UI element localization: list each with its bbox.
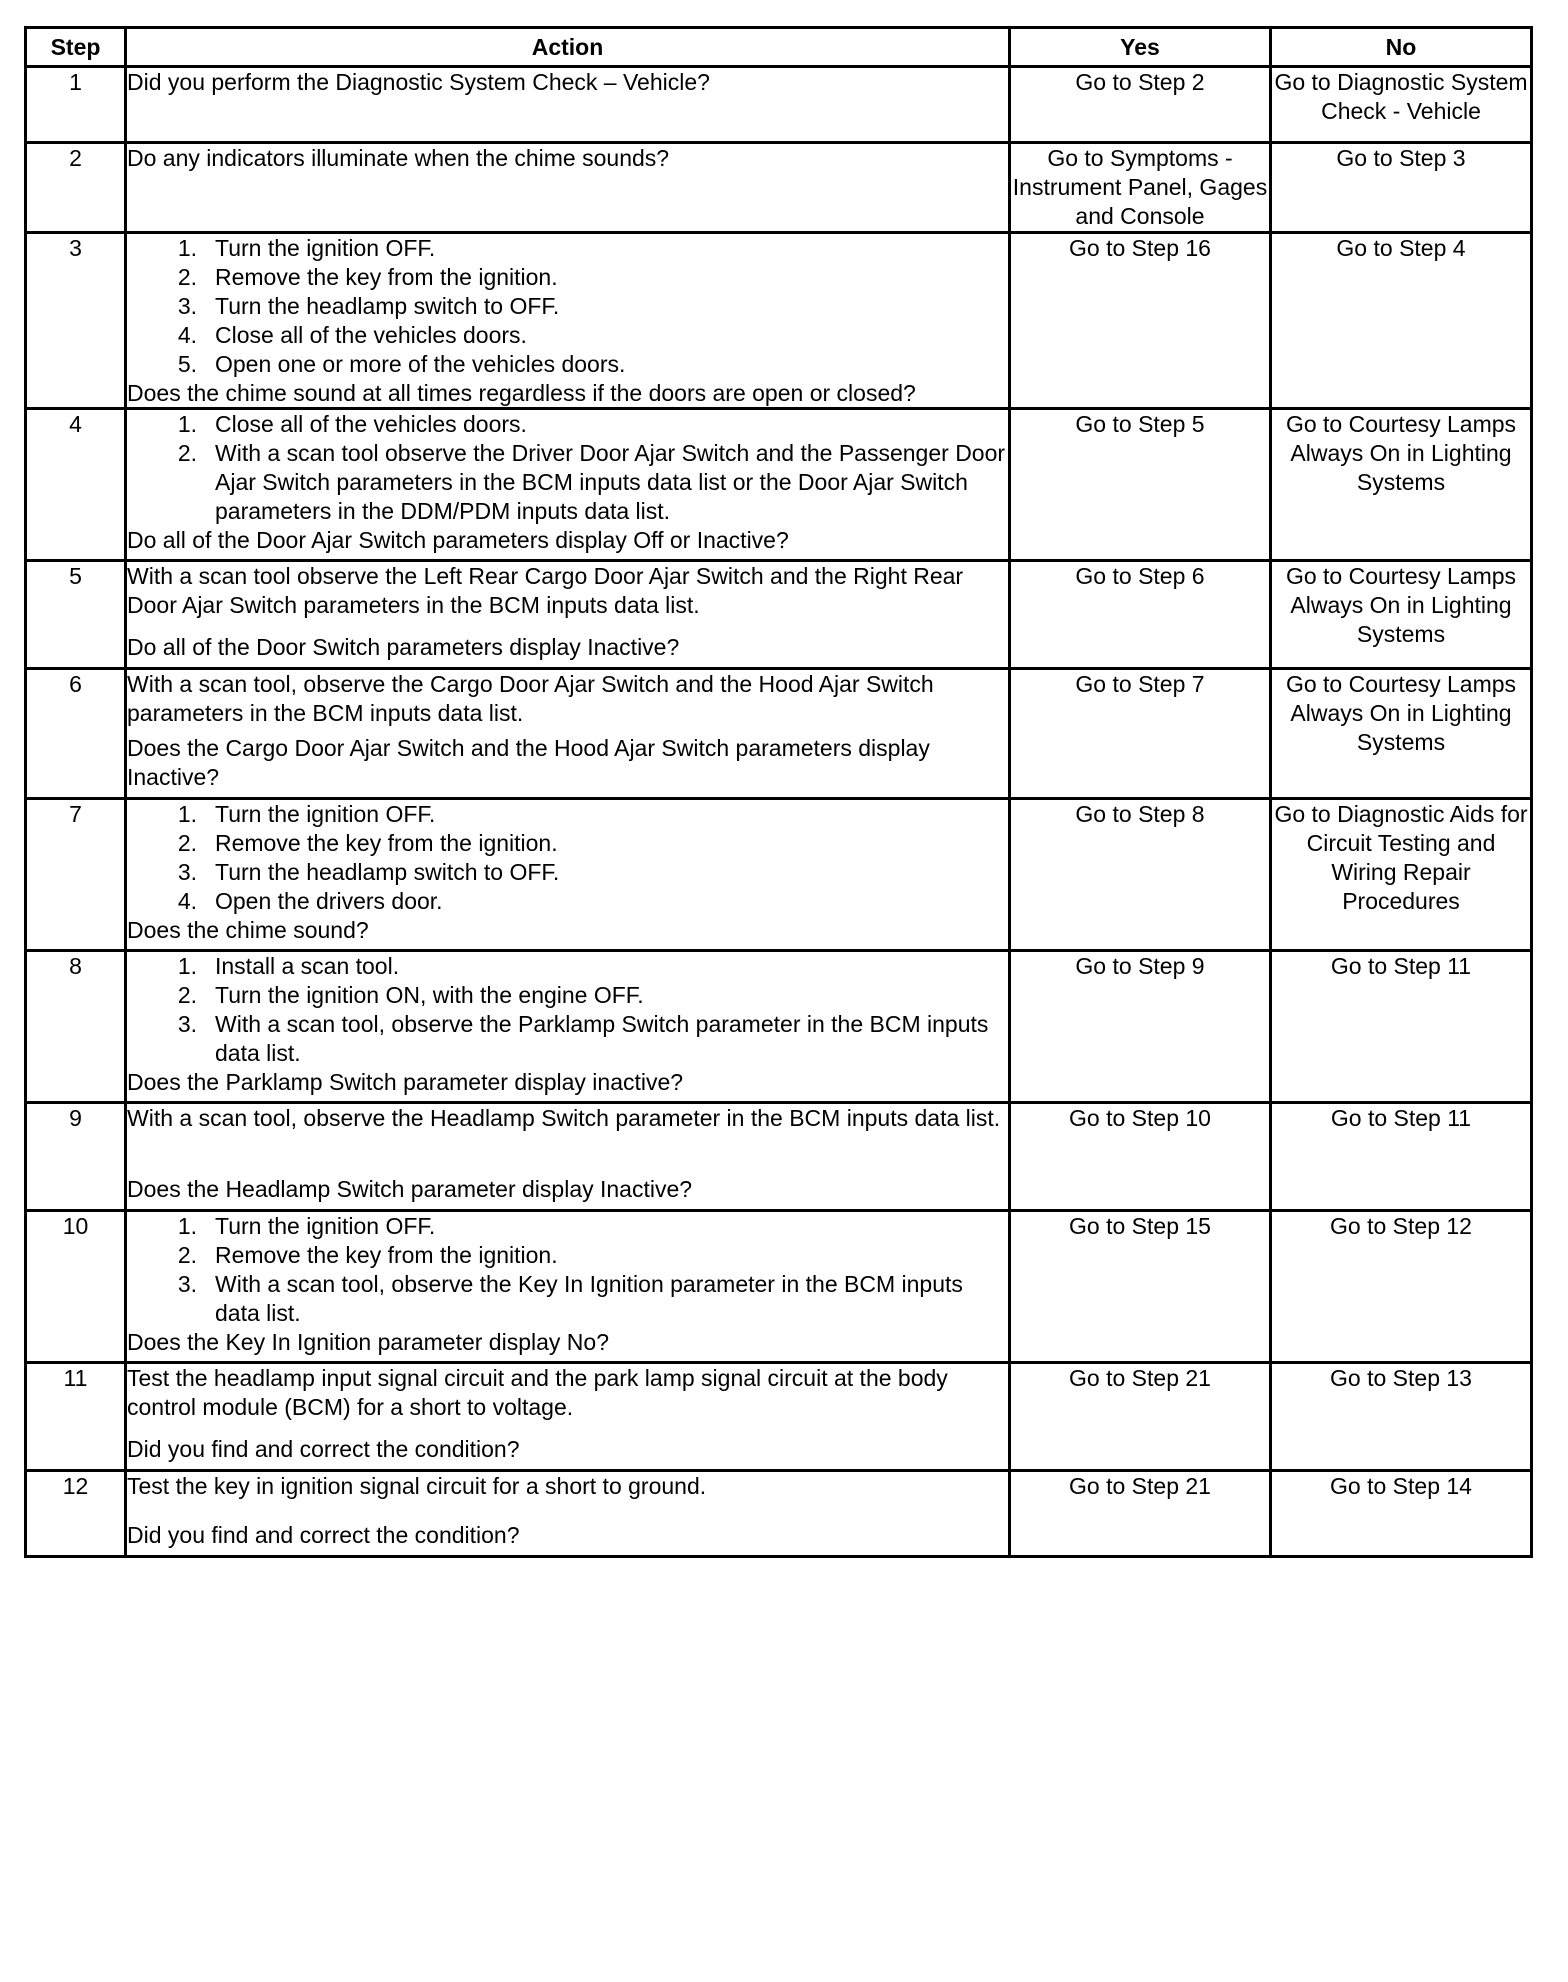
action-step-number: 1. [177,411,197,437]
table-row [26,409,1532,561]
table-row [26,233,1532,409]
table-row [26,799,1532,951]
step-number: 7 [26,799,126,951]
action-step-item [127,981,1008,1010]
action-cell [126,67,1010,143]
action-cell [126,1103,1010,1211]
action-step-number: 4. [177,888,197,914]
action-step-number: 3. [177,1011,197,1037]
action-instruction: With a scan tool, observe the Headlamp Switch parameter in the BCM inputs data list. [127,1105,1001,1131]
action-step-text: With a scan tool observe the Driver Door Ajar Switch and the Passenger Door Ajar Switch parameters in the BCM inputs data list or the Door Ajar Switch parameters in the DDM/PDM inputs data list. [215,440,1006,524]
action-step-text: Close all of the vehicles doors. [215,411,527,437]
action-instruction: Test the headlamp input signal circuit and the park lamp signal circuit at the body control module (BCM) for a short to voltage. [127,1365,948,1420]
step-number: 8 [26,951,126,1103]
action-step-text: Turn the ignition OFF. [215,235,436,261]
action-step-text: Close all of the vehicles doors. [215,322,527,348]
header-no: No [1271,28,1532,67]
action-step-text: With a scan tool, observe the Key In Ignition parameter in the BCM inputs data list. [215,1271,963,1326]
step-number: 1 [26,67,126,143]
table-row [26,143,1532,233]
action-step-item [127,1010,1008,1068]
table-row [26,1363,1532,1471]
no-result: Go to Courtesy Lamps Always On in Lighting Systems [1271,409,1532,561]
action-cell [126,143,1010,233]
no-result: Go to Step 11 [1271,951,1532,1103]
yes-result: Go to Step 5 [1010,409,1271,561]
action-cell [126,951,1010,1103]
yes-result: Go to Step 16 [1010,233,1271,409]
action-instruction: Did you perform the Diagnostic System Check – Vehicle? [127,69,710,95]
action-step-text: Turn the headlamp switch to OFF. [215,859,560,885]
action-cell [126,1363,1010,1471]
no-result: Go to Diagnostic Aids for Circuit Testing and Wiring Repair Procedures [1271,799,1532,951]
action-step-item [127,321,1008,350]
action-step-text: Remove the key from the ignition. [215,1242,558,1268]
action-instruction: With a scan tool, observe the Cargo Door Ajar Switch and the Hood Ajar Switch parameters in the BCM inputs data list. [127,671,934,726]
no-result: Go to Step 12 [1271,1211,1532,1363]
action-question: Does the Cargo Door Ajar Switch and the Hood Ajar Switch parameters display Inactive? [127,735,930,790]
action-step-item [127,1241,1008,1270]
action-step-text: Remove the key from the ignition. [215,830,558,856]
action-step-text: Turn the ignition ON, with the engine OFF. [215,982,644,1008]
action-question: Does the Headlamp Switch parameter display Inactive? [127,1176,693,1202]
table-row [26,67,1532,143]
step-number: 2 [26,143,126,233]
action-cell [126,1471,1010,1557]
action-cell [126,233,1010,409]
action-step-number: 2. [177,264,197,290]
action-step-number: 3. [177,1271,197,1297]
action-question: Does the chime sound at all times regardless if the doors are open or closed? [127,380,916,406]
action-step-text: Turn the ignition OFF. [215,801,436,827]
action-step-text: Remove the key from the ignition. [215,264,558,290]
no-result: Go to Step 14 [1271,1471,1532,1557]
action-question: Did you find and correct the condition? [127,1522,520,1548]
table-header-row [26,28,1532,67]
no-result: Go to Step 13 [1271,1363,1532,1471]
no-result: Go to Step 4 [1271,233,1532,409]
action-step-item [127,858,1008,887]
table-row [26,561,1532,669]
yes-result: Go to Step 9 [1010,951,1271,1103]
yes-result: Go to Step 7 [1010,669,1271,799]
yes-result: Go to Step 15 [1010,1211,1271,1363]
table-row [26,1211,1532,1363]
yes-result: Go to Step 6 [1010,561,1271,669]
step-number: 4 [26,409,126,561]
action-step-item [127,1270,1008,1328]
action-cell [126,669,1010,799]
header-action: Action [126,28,1010,67]
step-number: 5 [26,561,126,669]
yes-result: Go to Step 21 [1010,1471,1271,1557]
action-cell [126,561,1010,669]
action-step-text: Turn the ignition OFF. [215,1213,436,1239]
yes-result: Go to Step 2 [1010,67,1271,143]
step-number: 10 [26,1211,126,1363]
action-step-number: 2. [177,830,197,856]
action-step-number: 3. [177,293,197,319]
yes-result: Go to Step 21 [1010,1363,1271,1471]
no-result: Go to Step 3 [1271,143,1532,233]
action-steps-list [127,800,1008,916]
action-cell [126,799,1010,951]
header-step: Step [26,28,126,67]
table-row [26,1471,1532,1557]
action-question: Do all of the Door Switch parameters display Inactive? [127,634,680,660]
action-step-item [127,1212,1008,1241]
no-result: Go to Diagnostic System Check - Vehicle [1271,67,1532,143]
action-step-text: Open the drivers door. [215,888,443,914]
yes-result: Go to Symptoms - Instrument Panel, Gages and Console [1010,143,1271,233]
table-row [26,951,1532,1103]
action-step-text: Open one or more of the vehicles doors. [215,351,626,377]
yes-result: Go to Step 8 [1010,799,1271,951]
step-number: 3 [26,233,126,409]
action-step-text: Turn the headlamp switch to OFF. [215,293,560,319]
yes-result: Go to Step 10 [1010,1103,1271,1211]
step-number: 12 [26,1471,126,1557]
action-step-item [127,952,1008,981]
action-step-item [127,439,1008,526]
no-result: Go to Step 11 [1271,1103,1532,1211]
action-steps-list [127,952,1008,1068]
action-step-number: 2. [177,982,197,1008]
action-instruction: Do any indicators illuminate when the chime sounds? [127,145,670,171]
action-step-number: 3. [177,859,197,885]
diagnostic-table [24,26,1533,1558]
action-instruction: Test the key in ignition signal circuit for a short to ground. [127,1473,707,1499]
action-step-number: 5. [177,351,197,377]
step-number: 6 [26,669,126,799]
action-step-number: 2. [177,1242,197,1268]
action-step-number: 1. [177,801,197,827]
action-step-item [127,410,1008,439]
table-row [26,669,1532,799]
action-step-item [127,292,1008,321]
action-step-item [127,350,1008,379]
action-step-text: Install a scan tool. [215,953,400,979]
action-step-text: With a scan tool, observe the Parklamp Switch parameter in the BCM inputs data list. [215,1011,989,1066]
action-cell [126,409,1010,561]
action-step-number: 1. [177,235,197,261]
action-question: Does the Parklamp Switch parameter display inactive? [127,1069,684,1095]
no-result: Go to Courtesy Lamps Always On in Lighting Systems [1271,669,1532,799]
action-question: Do all of the Door Ajar Switch parameters display Off or Inactive? [127,527,789,553]
action-question: Does the chime sound? [127,917,369,943]
table-row [26,1103,1532,1211]
no-result: Go to Courtesy Lamps Always On in Lighting Systems [1271,561,1532,669]
action-step-item [127,800,1008,829]
action-step-number: 1. [177,953,197,979]
action-cell [126,1211,1010,1363]
step-number: 9 [26,1103,126,1211]
action-steps-list [127,234,1008,379]
action-steps-list [127,1212,1008,1328]
action-step-item [127,829,1008,858]
action-step-number: 4. [177,322,197,348]
action-steps-list [127,410,1008,526]
action-question: Does the Key In Ignition parameter display No? [127,1329,609,1355]
step-number: 11 [26,1363,126,1471]
header-yes: Yes [1010,28,1271,67]
action-step-number: 1. [177,1213,197,1239]
action-step-item [127,234,1008,263]
action-step-item [127,263,1008,292]
action-step-number: 2. [177,440,197,466]
action-instruction: With a scan tool observe the Left Rear Cargo Door Ajar Switch and the Right Rear Door Ajar Switch parameters in the BCM inputs data list. [127,563,964,618]
action-question: Did you find and correct the condition? [127,1436,520,1462]
action-step-item [127,887,1008,916]
